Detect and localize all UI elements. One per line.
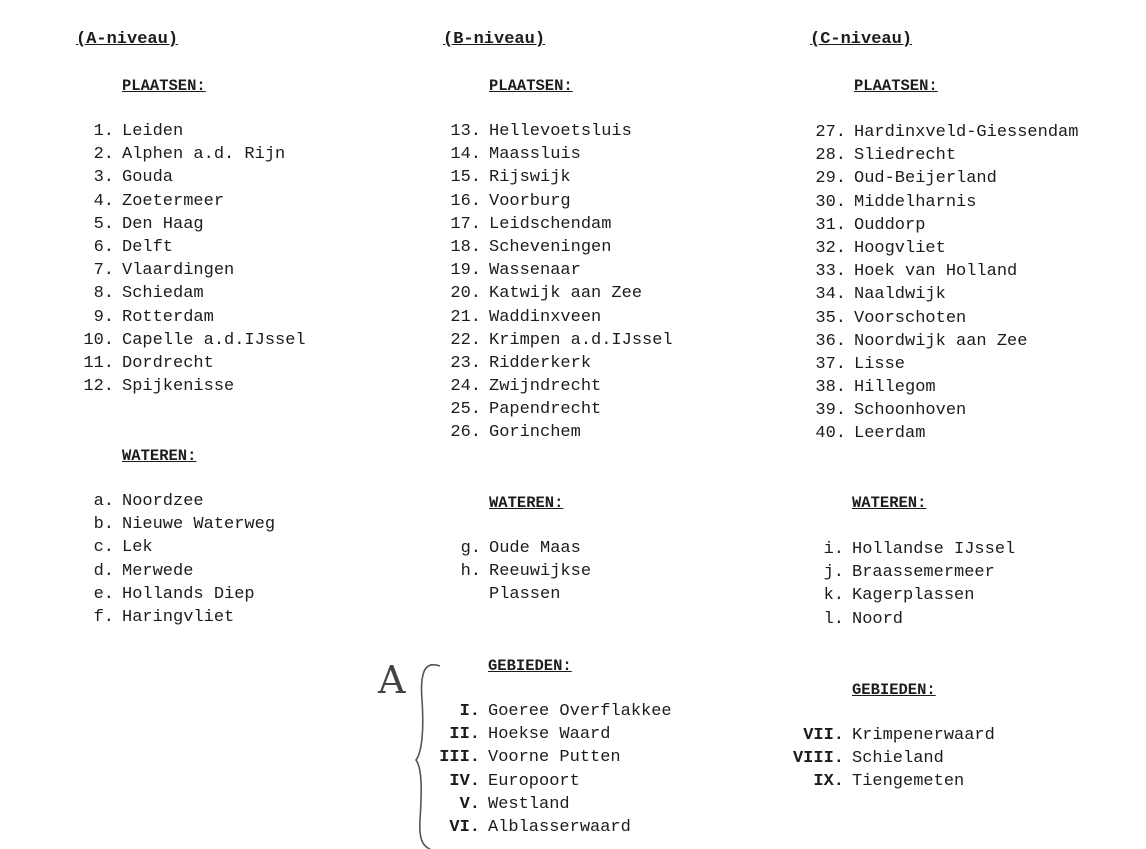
item-label: Voorschoten — [854, 308, 967, 328]
column-b-header: (B-niveau) — [443, 30, 546, 49]
item-label: Merwede — [122, 561, 194, 581]
item-label: Hardinxveld-Giessendam — [854, 123, 1079, 142]
item-label: Voorburg — [489, 191, 571, 211]
place-item — [93, 166, 306, 189]
item-number: III. — [439, 748, 480, 768]
item-number: 22. — [450, 330, 481, 350]
place-item — [815, 237, 1078, 260]
item-label: Noordwijk aan Zee — [854, 331, 1028, 351]
item-label: Leiden — [122, 122, 184, 141]
item-number: 20. — [450, 284, 481, 304]
place-item — [93, 236, 306, 259]
item-label: Hoek van Holland — [854, 262, 1018, 282]
column-b-places-title: PLAATSEN: — [489, 77, 573, 95]
item-number: 27. — [815, 123, 846, 142]
item-label: Alphen a.d. Rijn — [122, 145, 286, 165]
place-item — [450, 236, 673, 259]
item-label: Zoetermeer — [122, 191, 225, 211]
item-number: 25. — [450, 400, 481, 420]
item-number: 11. — [83, 353, 114, 373]
place-item — [93, 213, 306, 236]
place-item — [93, 120, 306, 143]
item-number: 26. — [450, 423, 481, 443]
item-number: k. — [823, 586, 844, 606]
item-number: a. — [93, 492, 114, 511]
place-item — [815, 353, 1078, 376]
item-number: 24. — [450, 377, 481, 397]
item-label: Hoekse Waard — [488, 725, 611, 745]
water-item — [823, 584, 1015, 607]
place-item — [815, 260, 1078, 283]
place-item — [450, 352, 673, 375]
water-item — [823, 608, 1015, 631]
item-label: Krimpenerwaard — [852, 726, 995, 745]
place-item — [450, 259, 673, 282]
place-item — [93, 259, 306, 282]
item-number: 31. — [815, 215, 846, 235]
column-a-places-title: PLAATSEN: — [122, 77, 206, 95]
area-item — [803, 724, 995, 747]
water-item — [823, 538, 1016, 561]
item-label: Ridderkerk — [489, 353, 592, 373]
item-number: b. — [93, 515, 114, 535]
water-item — [460, 560, 592, 583]
place-item — [815, 191, 1078, 214]
place-item — [815, 214, 1078, 237]
place-item — [815, 376, 1078, 399]
column-b-waters-list — [460, 537, 592, 607]
item-number: d. — [93, 561, 114, 581]
item-number: 7. — [93, 261, 114, 281]
place-item — [815, 167, 1078, 190]
item-number: 15. — [450, 168, 481, 188]
item-number: 35. — [815, 308, 846, 328]
place-item — [450, 306, 673, 329]
column-c-header: (C-niveau) — [810, 30, 913, 49]
item-label: Spijkenisse — [122, 377, 235, 397]
item-number: 8. — [93, 284, 114, 304]
item-number: 6. — [93, 237, 114, 257]
place-item — [450, 421, 673, 444]
item-number: VIII. — [792, 749, 844, 769]
column-b-areas-title: GEBIEDEN: — [488, 657, 572, 675]
item-number: 12. — [83, 377, 114, 397]
item-label: Hollandse IJssel — [852, 540, 1016, 559]
item-label: Capelle a.d.IJssel — [122, 330, 306, 350]
item-number: e. — [93, 584, 114, 604]
column-b-waters-title: WATEREN: — [489, 494, 564, 512]
place-item — [815, 283, 1078, 306]
item-label: Haringvliet — [122, 607, 235, 627]
place-item — [450, 398, 673, 421]
item-number: VI. — [449, 817, 480, 837]
handwritten-brace — [410, 660, 446, 849]
item-label: Vlaardingen — [122, 261, 235, 281]
item-label: Hoogvliet — [854, 238, 946, 258]
item-label: Dordrecht — [122, 353, 214, 373]
item-label: Noord — [852, 609, 904, 629]
place-item — [83, 329, 306, 352]
item-label: Naaldwijk — [854, 285, 946, 305]
water-item — [823, 561, 1015, 584]
item-number: 17. — [450, 214, 481, 234]
place-item — [450, 282, 673, 305]
area-item — [813, 770, 995, 793]
place-item — [815, 144, 1078, 167]
place-item — [93, 143, 306, 166]
item-number: IV. — [449, 771, 480, 791]
place-item — [93, 190, 306, 213]
water-item — [93, 606, 275, 629]
place-item — [93, 306, 306, 329]
item-number: 9. — [93, 307, 114, 327]
water-item — [93, 536, 275, 559]
item-label: Oud-Beijerland — [854, 169, 997, 189]
place-item — [815, 121, 1079, 144]
item-label: Gorinchem — [489, 423, 581, 443]
column-c-waters-list — [823, 538, 1016, 631]
item-label: Reeuwijkse — [489, 562, 592, 582]
item-label: Braassemermeer — [852, 563, 995, 583]
column-b-areas-list — [439, 700, 672, 839]
place-item — [815, 330, 1078, 353]
column-c-places-title: PLAATSEN: — [854, 77, 938, 95]
place-item — [815, 422, 1078, 445]
column-c-areas-title: GEBIEDEN: — [852, 681, 936, 699]
item-number: h. — [460, 562, 481, 582]
item-number: 3. — [93, 168, 114, 188]
item-number: c. — [93, 538, 114, 558]
item-number: 30. — [815, 192, 846, 212]
item-label: Noordzee — [122, 492, 204, 511]
item-label: Oude Maas — [489, 539, 581, 558]
item-label: Gouda — [122, 168, 174, 188]
item-number: VII. — [803, 726, 844, 745]
item-label: Europoort — [488, 771, 580, 791]
item-number: j. — [823, 563, 844, 583]
item-number: 37. — [815, 354, 846, 374]
item-label: Papendrecht — [489, 400, 602, 420]
item-number: 40. — [815, 424, 846, 444]
place-item — [450, 166, 673, 189]
place-item — [450, 143, 673, 166]
item-label: Ouddorp — [854, 215, 926, 235]
water-item — [93, 583, 275, 606]
item-label: Zwijndrecht — [489, 377, 602, 397]
item-label: Lisse — [854, 354, 906, 374]
item-label: Den Haag — [122, 214, 204, 234]
place-item — [83, 352, 306, 375]
column-a-header: (A-niveau) — [76, 30, 179, 49]
item-label: Goeree Overflakkee — [488, 702, 672, 721]
place-item — [450, 120, 673, 143]
water-item — [93, 513, 276, 536]
handwritten-a-mark: A — [378, 658, 406, 702]
item-label: Schiedam — [122, 284, 204, 304]
column-a-places-list — [83, 120, 306, 398]
item-number: II. — [449, 725, 480, 745]
item-label: Leidschendam — [489, 214, 612, 234]
item-label: Westland — [488, 794, 570, 814]
item-number: IX. — [813, 772, 844, 792]
water-item — [93, 490, 275, 513]
place-item — [83, 375, 306, 398]
item-number: 10. — [83, 330, 114, 350]
column-c-waters-title: WATEREN: — [852, 494, 927, 512]
item-label: Rijswijk — [489, 168, 571, 188]
item-label: Lek — [122, 538, 153, 558]
item-number: 28. — [815, 146, 846, 166]
item-label: Schieland — [852, 749, 944, 769]
item-number: 19. — [450, 261, 481, 281]
place-item — [93, 282, 306, 305]
place-item — [450, 190, 673, 213]
item-number: 18. — [450, 237, 481, 257]
place-item — [450, 329, 673, 352]
item-number: l. — [823, 609, 844, 629]
item-label: Leerdam — [854, 424, 926, 444]
item-label: Hellevoetsluis — [489, 122, 632, 141]
item-number: 29. — [815, 169, 846, 189]
column-b-places-list — [450, 120, 673, 445]
item-number: 4. — [93, 191, 114, 211]
item-number: 13. — [450, 122, 481, 141]
item-label: Scheveningen — [489, 237, 612, 257]
item-label: Plassen — [489, 585, 561, 605]
place-item — [450, 375, 673, 398]
item-number: 1. — [93, 122, 114, 141]
area-item — [449, 816, 672, 839]
item-label: Sliedrecht — [854, 146, 957, 166]
item-number: 23. — [450, 353, 481, 373]
item-number: V. — [459, 794, 480, 814]
item-number: 16. — [450, 191, 481, 211]
item-number: 21. — [450, 307, 481, 327]
item-number: 5. — [93, 214, 114, 234]
area-item — [449, 770, 672, 793]
item-label: Nieuwe Waterweg — [122, 515, 276, 535]
item-label: Hillegom — [854, 378, 936, 398]
item-label: Waddinxveen — [489, 307, 602, 327]
item-label: Alblasserwaard — [488, 817, 631, 837]
item-label: Middelharnis — [854, 192, 977, 212]
item-number: 38. — [815, 378, 846, 398]
item-label: Tiengemeten — [852, 772, 965, 792]
area-item — [439, 746, 672, 769]
item-label: Voorne Putten — [488, 748, 621, 768]
place-item — [450, 213, 673, 236]
item-label: Krimpen a.d.IJssel — [489, 330, 673, 350]
water-item — [489, 583, 591, 606]
item-number: 14. — [450, 145, 481, 165]
item-number: 32. — [815, 238, 846, 258]
area-item — [792, 747, 995, 770]
item-label: Hollands Diep — [122, 584, 255, 604]
item-label: Delft — [122, 237, 174, 257]
item-label: Rotterdam — [122, 307, 214, 327]
column-c-areas-list — [792, 724, 995, 794]
item-label: Maassluis — [489, 145, 581, 165]
item-label: Katwijk aan Zee — [489, 284, 643, 304]
column-c-places-list — [815, 121, 1079, 446]
item-number: g. — [460, 539, 481, 558]
place-item — [815, 307, 1078, 330]
item-number: 34. — [815, 285, 846, 305]
area-item — [449, 723, 672, 746]
item-number: 2. — [93, 145, 114, 165]
area-item — [459, 700, 672, 723]
item-label: Kagerplassen — [852, 586, 975, 606]
place-item — [815, 399, 1078, 422]
item-number: i. — [823, 540, 844, 559]
column-a-waters-title: WATEREN: — [122, 447, 197, 465]
item-label: Wassenaar — [489, 261, 581, 281]
item-label: Schoonhoven — [854, 401, 967, 421]
item-number: 36. — [815, 331, 846, 351]
item-number: I. — [459, 702, 480, 721]
water-item — [460, 537, 591, 560]
column-a-waters-list — [93, 490, 276, 629]
item-number: f. — [93, 607, 114, 627]
item-number: 39. — [815, 401, 846, 421]
item-number: 33. — [815, 262, 846, 282]
area-item — [459, 793, 672, 816]
water-item — [93, 560, 275, 583]
